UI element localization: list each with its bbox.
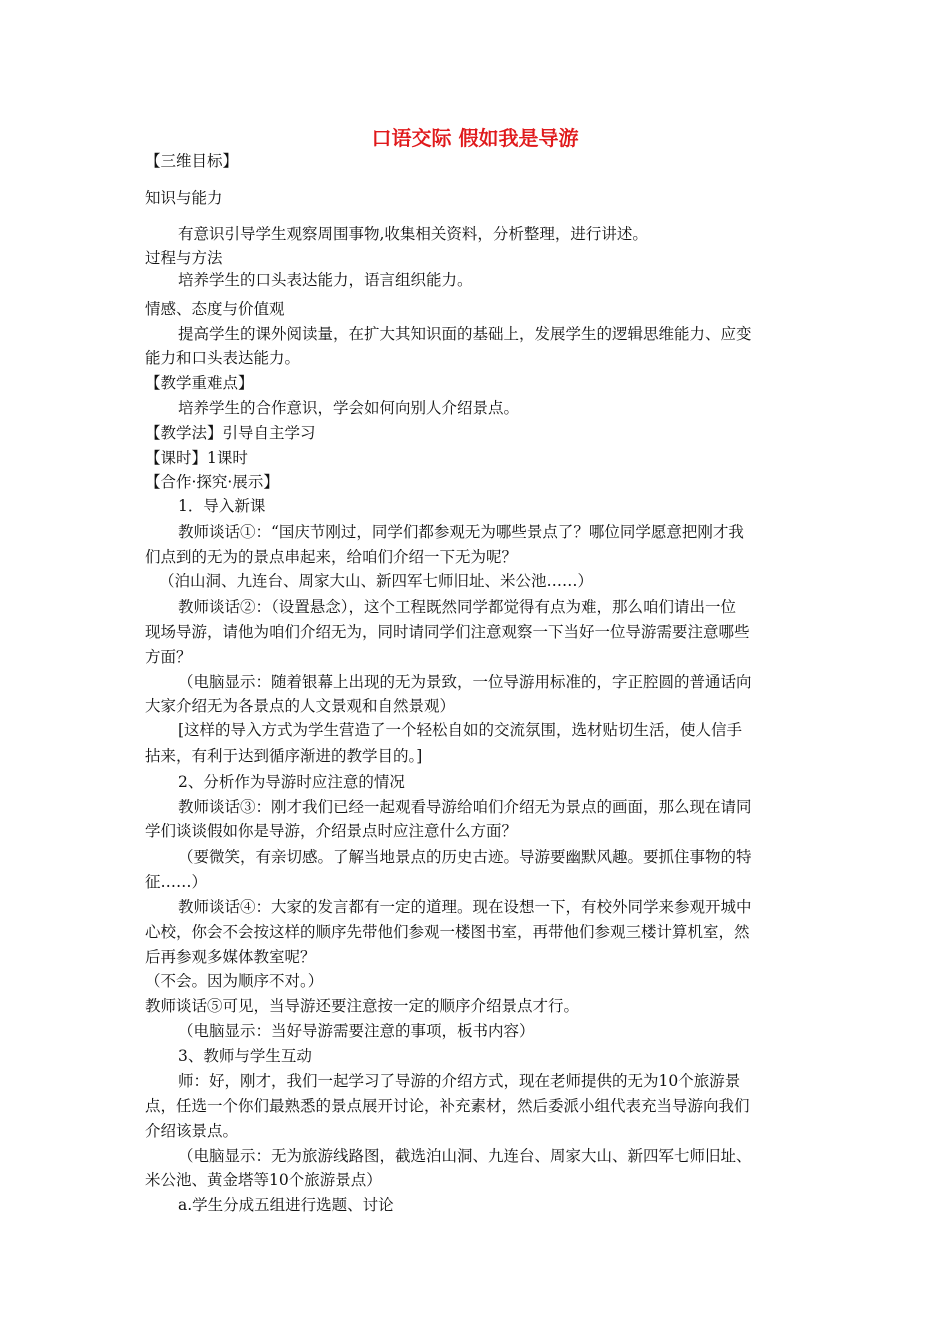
paragraph-line: 介绍该景点。 — [145, 1122, 239, 1140]
paragraph-line: a.学生分成五组进行选题、讨论 — [178, 1196, 394, 1214]
section-heading: 【教学重难点】 — [145, 374, 254, 392]
paragraph-line: 心校，你会不会按这样的顺序先带他们参观一楼图书室，再带他们参观三楼计算机室，然 — [145, 923, 750, 941]
subheading: 过程与方法 — [145, 249, 223, 267]
paragraph-line: 米公池、黄金塔等10个旅游景点） — [145, 1171, 382, 1189]
paragraph-line: 教师谈话②：（设置悬念），这个工程既然同学都觉得有点为难，那么咱们请出一位 — [178, 598, 737, 616]
numbered-heading: 3、教师与学生互动 — [178, 1047, 312, 1065]
paragraph-line: 点，任选一个你们最熟悉的景点展开讨论，补充素材，然后委派小组代表充当导游向我们 — [145, 1097, 750, 1115]
paragraph-line: （泊山洞、九连台、周家大山、新四军七师旧址、米公池……） — [159, 572, 594, 590]
paragraph-line: 们点到的无为的景点串起来，给咱们介绍一下无为呢？ — [145, 548, 518, 566]
paragraph-line: 师：好，刚才，我们一起学习了导游的介绍方式，现在老师提供的无为10个旅游景 — [178, 1072, 741, 1090]
paragraph-line: （电脑显示：当好导游需要注意的事项，板书内容） — [178, 1022, 535, 1040]
paragraph-line: 现场导游，请他为咱们介绍无为，同时请同学们注意观察一下当好一位导游需要注意哪些 — [145, 623, 750, 641]
section-heading: 【三维目标】 — [145, 152, 239, 170]
paragraph-line: 教师谈话①：“国庆节刚过，同学们都参观无为哪些景点了？哪位同学愿意把刚才我 — [178, 523, 744, 541]
paragraph-line: 培养学生的口头表达能力，语言组织能力。 — [178, 271, 473, 289]
paragraph-line: 教师谈话④：大家的发言都有一定的道理。现在设想一下，有校外同学来参观开城中 — [178, 898, 752, 916]
subheading: 情感、态度与价值观 — [145, 300, 285, 318]
paragraph-line: 后再参观多媒体教室呢？ — [145, 948, 316, 966]
paragraph-line: 教师谈话⑤可见，当导游还要注意按一定的顺序介绍景点才行。 — [145, 997, 580, 1015]
paragraph-line: 能力和口头表达能力。 — [145, 349, 301, 367]
paragraph-line: 培养学生的合作意识，学会如何向别人介绍景点。 — [178, 399, 520, 417]
subheading: 知识与能力 — [145, 189, 223, 207]
section-heading: 【合作·探究·展示】 — [145, 473, 279, 491]
section-heading: 【教学法】引导自主学习 — [145, 424, 316, 442]
paragraph-line: [这样的导入方式为学生营造了一个轻松自如的交流氛围，选材贴切生活，使人信手 — [178, 721, 743, 739]
paragraph-line: （不会。因为顺序不对。） — [145, 972, 324, 990]
paragraph-line: （电脑显示：无为旅游线路图，截选泊山洞、九连台、周家大山、新四军七师旧址、 — [178, 1147, 752, 1165]
paragraph-line: 提高学生的课外阅读量，在扩大其知识面的基础上，发展学生的逻辑思维能力、应变 — [178, 325, 752, 343]
numbered-heading: 1．导入新课 — [178, 497, 266, 515]
paragraph-line: （要微笑，有亲切感。了解当地景点的历史古迹。导游要幽默风趣。要抓住事物的特 — [178, 848, 752, 866]
section-heading: 【课时】1课时 — [145, 449, 248, 467]
paragraph-line: 教师谈话③：刚才我们已经一起观看导游给咱们介绍无为景点的画面，那么现在请同 — [178, 798, 752, 816]
document-title: 口语交际 假如我是导游 — [371, 126, 579, 150]
paragraph-line: 大家介绍无为各景点的人文景观和自然景观） — [145, 697, 456, 715]
paragraph-line: 有意识引导学生观察周围事物,收集相关资料，分析整理，进行讲述。 — [178, 225, 648, 243]
paragraph-line: （电脑显示：随着银幕上出现的无为景致，一位导游用标准的，字正腔圆的普通话向 — [178, 673, 752, 691]
paragraph-line: 方面？ — [145, 648, 192, 666]
paragraph-line: 征……） — [145, 873, 208, 891]
paragraph-line: 学们谈谈假如你是导游，介绍景点时应注意什么方面？ — [145, 822, 518, 840]
paragraph-line: 拈来，有利于达到循序渐进的教学目的。] — [145, 747, 423, 765]
numbered-heading: 2、分析作为导游时应注意的情况 — [178, 773, 405, 791]
